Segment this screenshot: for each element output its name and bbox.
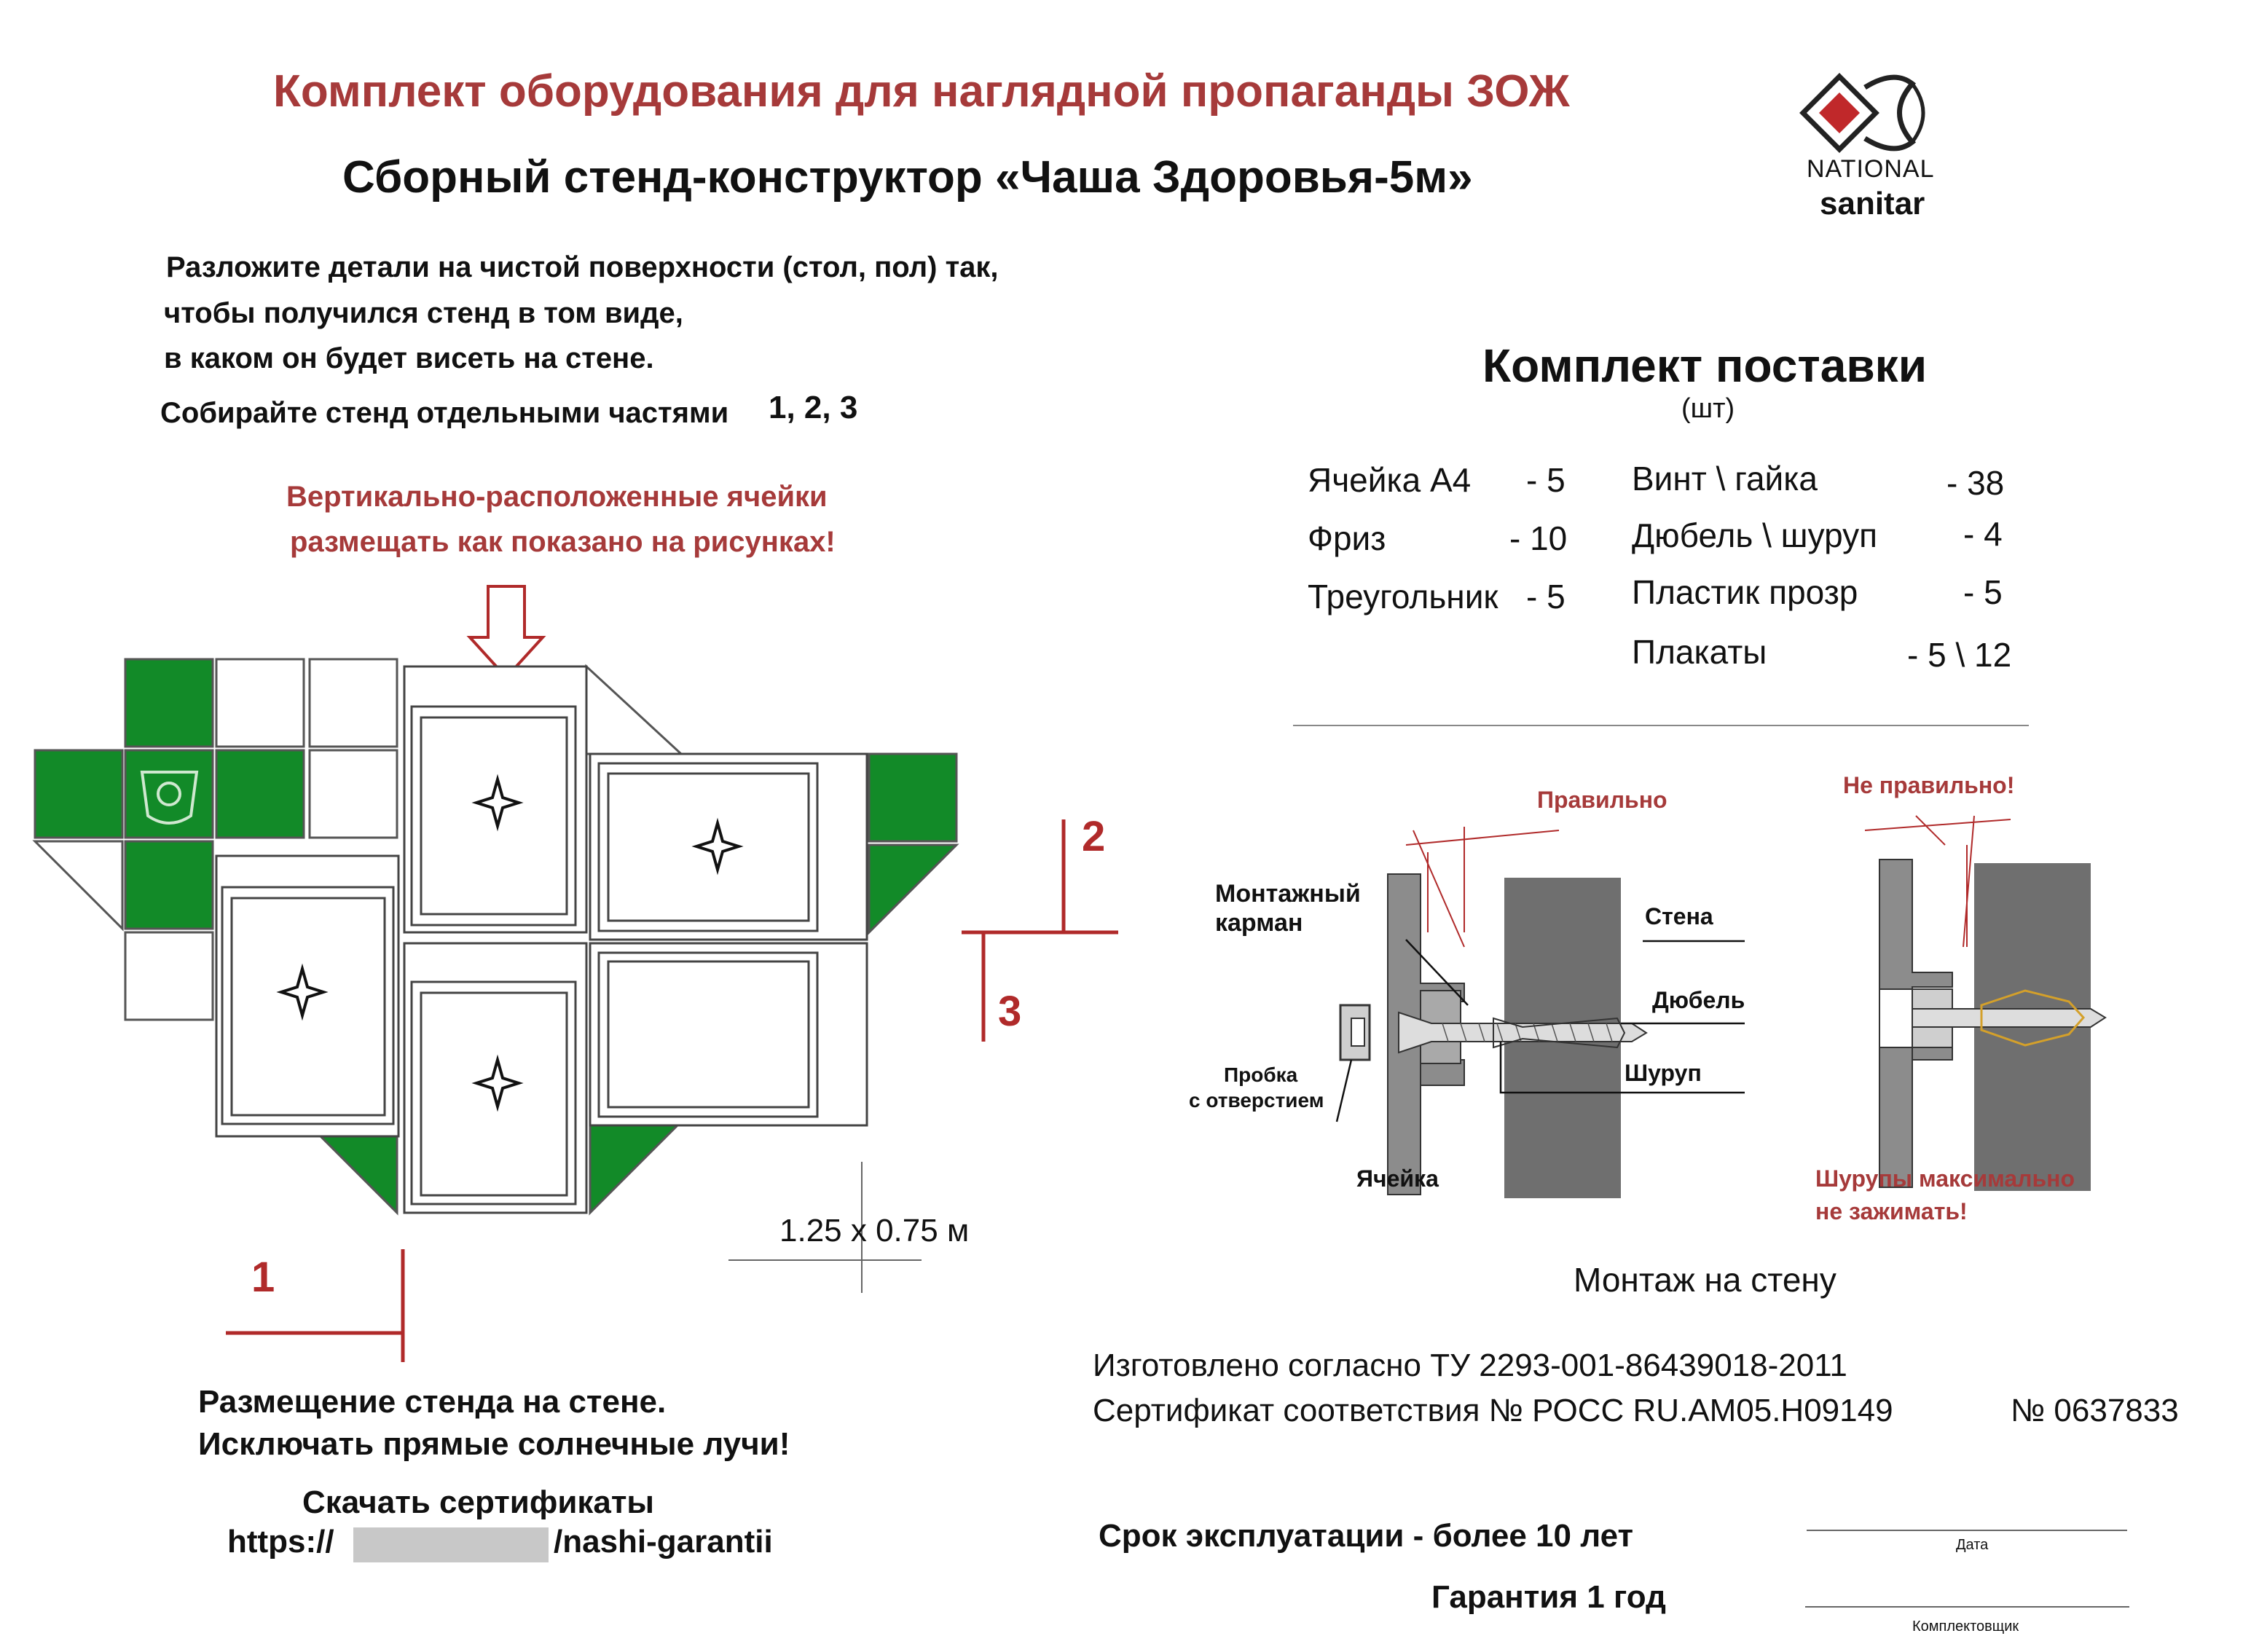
redacted-domain bbox=[353, 1527, 549, 1562]
service-life: Срок эксплуатации - более 10 лет bbox=[1099, 1518, 1634, 1554]
section-label-1: 1 bbox=[251, 1254, 275, 1301]
instruction-line-2: чтобы получился стенд в том виде, bbox=[164, 297, 683, 329]
warranty: Гарантия 1 год bbox=[1431, 1579, 1666, 1615]
label-plug-2: с отверстием bbox=[1189, 1089, 1324, 1112]
instruction-line-4: Собирайте стенд отдельными частями bbox=[160, 397, 729, 429]
page-title: Комплект оборудования для наглядной пропаганды ЗОЖ bbox=[273, 66, 1570, 117]
supply-item-qty: - 4 bbox=[1963, 515, 2003, 553]
frieze-cell bbox=[125, 932, 213, 1020]
placement-line-2: Исключать прямые солнечные лучи! bbox=[198, 1426, 790, 1462]
frieze-cell bbox=[869, 754, 956, 841]
frieze-cell bbox=[310, 750, 397, 838]
instruction-line-3: в каком он будет висеть на стене. bbox=[164, 342, 654, 374]
supply-item-name: Плакаты bbox=[1632, 633, 1767, 671]
label-mounting-pocket-2: карман bbox=[1215, 909, 1303, 937]
frieze-cell bbox=[216, 659, 304, 747]
supply-item-qty: - 5 bbox=[1963, 573, 2003, 611]
label-dowel: Дюбель bbox=[1652, 987, 1745, 1013]
label-incorrect: Не правильно! bbox=[1843, 772, 2015, 798]
packer-signature-line[interactable] bbox=[1805, 1606, 2129, 1608]
frieze-cell bbox=[125, 659, 213, 747]
supply-item-name: Винт \ гайка bbox=[1632, 460, 1818, 497]
supply-item-name: Пластик прозр bbox=[1632, 573, 1858, 611]
tu-line: Изготовлено согласно ТУ 2293-001-86439018-2011 bbox=[1093, 1348, 1847, 1383]
supply-item-name: Ячейка А4 bbox=[1308, 461, 1472, 499]
mounting-diagram-incorrect bbox=[1858, 801, 2164, 1209]
label-cell: Ячейка bbox=[1356, 1165, 1439, 1192]
frieze-cell bbox=[125, 841, 213, 929]
dimension-label: 1.25 x 0.75 м bbox=[779, 1213, 970, 1248]
page-subtitle: Сборный стенд-конструктор «Чаша Здоровья-5м» bbox=[342, 152, 1473, 202]
mounting-caption: Монтаж на стену bbox=[1574, 1261, 1836, 1299]
orientation-warning-1: Вертикально-расположенные ячейки bbox=[286, 481, 828, 513]
placement-line-1: Размещение стенда на стене. bbox=[198, 1384, 667, 1420]
logo-icon bbox=[1777, 55, 1967, 171]
packer-label: Комплектовщик bbox=[1912, 1618, 2019, 1635]
supply-item-qty: - 5 bbox=[1526, 578, 1566, 615]
supply-item-name: Дюбель \ шуруп bbox=[1632, 516, 1878, 554]
frieze-cell bbox=[35, 750, 122, 838]
certificates-link-suffix[interactable]: /nashi-garantii bbox=[554, 1524, 773, 1559]
brand-logo bbox=[1777, 55, 1967, 229]
instruction-line-1: Разложите детали на чистой поверхности (стол, пол) так, bbox=[166, 251, 999, 283]
supply-item-qty: - 5 \ 12 bbox=[1907, 636, 2012, 674]
assembly-diagram bbox=[0, 575, 1151, 1377]
triangle-piece bbox=[586, 666, 681, 754]
certificates-link-prefix[interactable]: https:// bbox=[227, 1524, 334, 1559]
label-screw: Шуруп bbox=[1625, 1060, 1702, 1086]
warning-screws-1: Шурупы максимально bbox=[1815, 1165, 2075, 1192]
label-wall: Стена bbox=[1645, 903, 1713, 929]
triangle-piece bbox=[590, 1125, 677, 1213]
orientation-warning-2: размещать как показано на рисунках! bbox=[290, 526, 836, 558]
section-label-2: 2 bbox=[1082, 813, 1106, 860]
supply-divider bbox=[1293, 725, 2029, 726]
logo-text-sanitar: sanitar bbox=[1820, 186, 1925, 221]
triangle-piece bbox=[35, 841, 122, 929]
supply-unit: (шт) bbox=[1681, 393, 1735, 424]
logo-text-national: NATIONAL bbox=[1807, 155, 1935, 183]
section-label-3: 3 bbox=[998, 988, 1022, 1035]
date-signature-line[interactable] bbox=[1807, 1530, 2127, 1531]
warning-screws-2: не зажимать! bbox=[1815, 1198, 1968, 1224]
label-plug-1: Пробка bbox=[1224, 1063, 1298, 1086]
supply-item-qty: - 5 bbox=[1526, 461, 1566, 499]
section-marker-2 bbox=[962, 819, 1064, 932]
frieze-cell bbox=[310, 659, 397, 747]
instruction-parts: 1, 2, 3 bbox=[769, 390, 858, 425]
certificate-number: № 0637833 bbox=[2011, 1393, 2179, 1428]
triangle-piece bbox=[310, 1125, 397, 1213]
supply-title: Комплект поставки bbox=[1482, 339, 1928, 392]
certificate-line: Сертификат соответствия № РОСС RU.AM05.H09149 bbox=[1093, 1393, 1893, 1428]
label-correct: Правильно bbox=[1537, 787, 1667, 813]
label-mounting-pocket-1: Монтажный bbox=[1215, 880, 1361, 908]
frieze-cell bbox=[216, 750, 304, 838]
supply-item-name: Фриз bbox=[1308, 519, 1386, 557]
supply-item-qty: - 10 bbox=[1509, 519, 1568, 557]
down-arrow-icon bbox=[470, 586, 543, 677]
triangle-piece bbox=[869, 845, 956, 932]
supply-item-qty: - 38 bbox=[1946, 464, 2005, 502]
date-label: Дата bbox=[1956, 1537, 1989, 1553]
supply-item-name: Треугольник bbox=[1308, 578, 1498, 615]
download-heading: Скачать сертификаты bbox=[302, 1484, 655, 1520]
